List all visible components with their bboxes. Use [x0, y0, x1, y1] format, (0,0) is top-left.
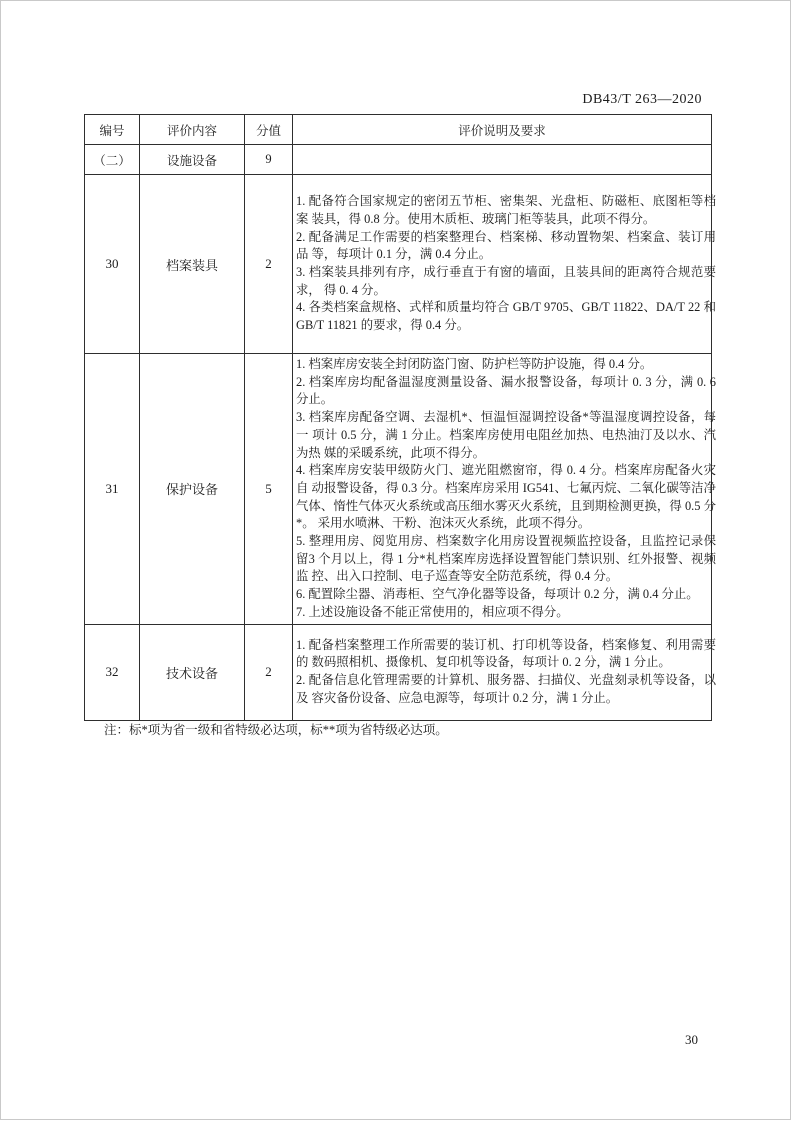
row-description-cell: [293, 354, 716, 625]
col-header-score: 分值: [245, 115, 293, 145]
row-score-cell: 2: [245, 175, 293, 354]
section-label-cell: 设施设备: [140, 145, 245, 175]
section-row: [85, 145, 712, 175]
section-description-cell: [293, 145, 712, 175]
row-score-cell: 5: [245, 354, 293, 625]
description-item: 7. 上述设施设备不能正常使用的，相应项不得分。: [296, 604, 569, 619]
row-number-cell: 32: [85, 624, 140, 720]
standard-code: DB43/T 263—2020: [582, 92, 702, 107]
description-item: 3. 档案库房配备空调、去湿机*、恒温恒湿调控设备*等温湿度调控设备，每一 项计 0.5 分，满 1 分止。档案库房使用电阻丝加热、电热油汀及以水、汽为热 媒的采暖系统，此项不得分。: [296, 410, 716, 460]
description-item: 5. 整理用房、阅览用房、档案数字化用房设置视频监控设备，且监控记录保留3 个月以上，得 1 分*札档案库房选择设置智能门禁识别、红外报警、视频监 控、出入口控制、电子巡查等安全防范系统，得 0.4 分。: [296, 534, 716, 584]
table-row: [85, 354, 712, 625]
row-label-cell: 档案装具: [140, 175, 245, 354]
description-item: 3. 档案装具排列有序，成行垂直于有窗的墙面，且装具间的距离符合规范要求， 得 0. 4 分。: [296, 265, 716, 297]
row-description-cell: [293, 624, 716, 720]
row-score-cell: 2: [245, 624, 293, 720]
row-label-cell: 保护设备: [140, 354, 245, 625]
description-item: 4. 档案库房安装甲级防火门、遮光阻燃窗帘，得 0. 4 分。档案库房配备火灾自 动报警设备，得 0.3 分。档案库房采用 IG541、七氟丙烷、二氧化碳等洁净气体、惰性气体灭火系统或高压细水雾灭火系统，且到期检测更换，得 0.5 分*。 采用水喷淋、干粉、泡沫灭火系统，此项不得分。: [296, 463, 716, 531]
row-number-cell: 30: [85, 175, 140, 354]
row-number-cell: 31: [85, 354, 140, 625]
description-item: 1. 配备档案整理工作所需要的装订机、打印机等设备，档案修复、利用需要的 数码照相机、摄像机、复印机等设备，每项计 0. 2 分，满 1 分止。: [296, 637, 716, 670]
col-header-number: 编号: [85, 115, 140, 145]
description-item: 1. 配备符合国家规定的密闭五节柜、密集架、光盘柜、防磁柜、底图柜等档案 装具，得 0.8 分。使用木质柜、玻璃门柜等装具，此项不得分。: [296, 194, 716, 226]
row-description-cell: [293, 175, 716, 354]
description-item: 4. 各类档案盒规格、式样和质量均符合 GB/T 9705、GB/T 11822、DA/T 22 和 GB/T 11821 的要求，得 0.4 分。: [296, 300, 716, 333]
description-item: 6. 配置除尘器、消毒柜、空气净化器等设备，每项计 0.2 分，满 0.4 分止。: [296, 587, 699, 602]
footnote: 注：标*项为省一级和省特级必达项，标**项为省特级必达项。: [104, 723, 448, 737]
description-item: 2. 配备信息化管理需要的计算机、服务器、扫描仪、光盘刻录机等设备，以及 容灾备份设备、应急电源等，每项计 0.2 分，满 1 分止。: [296, 673, 716, 705]
row-label-cell: 技术设备: [140, 624, 245, 720]
description-item: 1. 档案库房安装全封闭防盗门窗、防护栏等防护设施，得 0.4 分。: [296, 357, 653, 371]
table-header-row: [85, 115, 712, 145]
description-item: 2. 配备满足工作需要的档案整理台、档案梯、移动置物架、档案盒、装订用品 等，每项计 0.1 分，满 0.4 分止。: [296, 229, 716, 262]
page-number: 30: [685, 1032, 698, 1047]
table-row: [85, 175, 712, 354]
col-header-content: 评价内容: [140, 115, 245, 145]
evaluation-table: [84, 114, 716, 721]
table-row: [85, 624, 712, 720]
section-number-cell: （二）: [85, 145, 140, 175]
col-header-description: 评价说明及要求: [293, 115, 712, 145]
description-item: 2. 档案库房均配备温湿度测量设备、漏水报警设备，每项计 0. 3 分，满 0. 6 分止。: [296, 374, 716, 407]
section-score-cell: 9: [245, 145, 293, 175]
